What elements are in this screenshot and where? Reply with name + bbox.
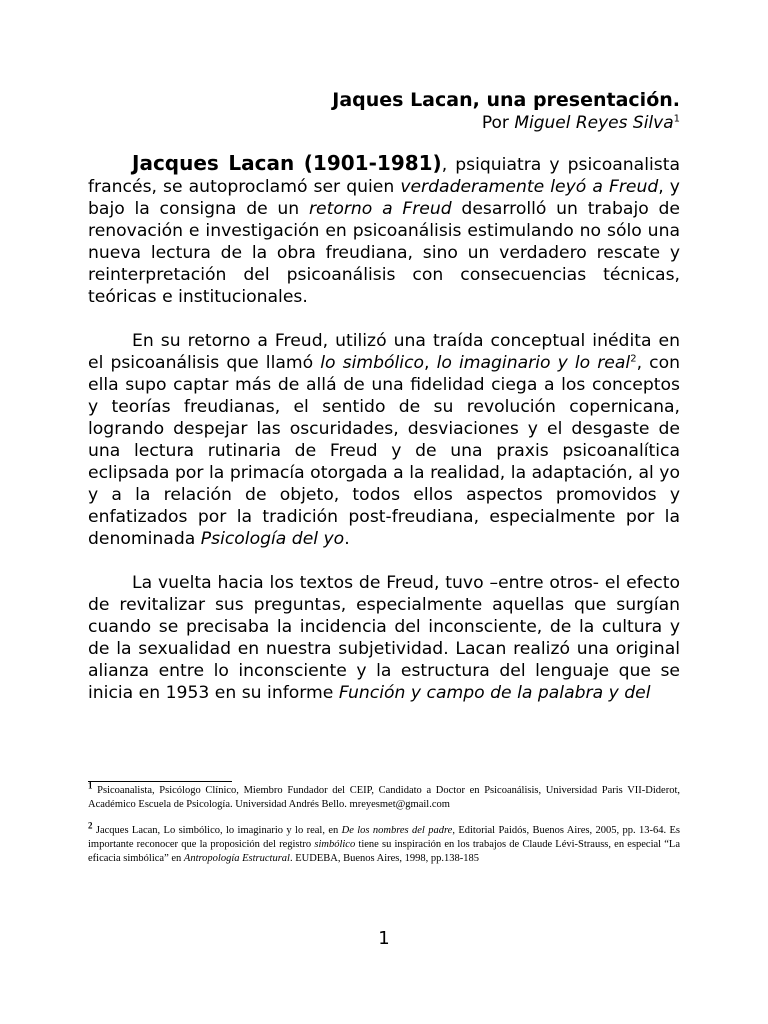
- footnote-2: [88, 820, 681, 866]
- p1-emphasis-2: retorno a Freud: [308, 199, 452, 219]
- p1-text-1: , psiquiatra y psicoanalista francés, se autoproclamó ser quien: [88, 155, 680, 197]
- footnote-2-text-3: tiene su inspiración en los trabajos de Claude Lévi-Strauss, en especial “La eficacia simbólica” en: [88, 839, 681, 864]
- footnote-2-text-4: . EUDEBA, Buenos Aires, 1998, pp.138-185: [289, 853, 479, 864]
- p2-text-2: ,: [424, 353, 437, 373]
- p2-text-3: , con ella supo captar más de allá de una fidelidad ciega a los conceptos y teorías freudianas, el sentido de su revolución copernicana, logrando despejar las oscuridades, desviaciones y el desgaste de una lectura rutinaria de Freud y de una praxis psicoanalítica eclipsada por la primacía otorgada a la realidad, la adaptación, al yo y a la relación de objeto, todos ellos aspectos promovidos y enfatizados por la tradición post-freudiana, especialmente por la denominada: [88, 353, 680, 549]
- p1-text-3: desarrolló un trabajo de renovación e investigación en psicoanálisis estimulando no sólo una nueva lectura de la obra freudiana, sino un verdadero rescate y reinterpretación del psicoanálisis con consecuencias técnicas, teóricas e institucionales.: [88, 199, 680, 307]
- document-page: [88, 88, 680, 704]
- footnote-ref-2[interactable]: 2: [630, 353, 637, 365]
- byline-prefix: Por: [481, 113, 515, 133]
- p2-emphasis-3: Psicología del yo: [200, 529, 345, 549]
- p2-text-4: .: [344, 529, 350, 549]
- p1-text-2: , y bajo la consigna de un: [88, 177, 680, 219]
- footnote-2-number: 2: [88, 820, 93, 831]
- byline: [88, 112, 680, 134]
- author-name: Miguel Reyes Silva: [514, 113, 674, 133]
- paragraph-1: [88, 152, 680, 308]
- footnote-2-emphasis-3: Antropología Estructural: [183, 853, 290, 864]
- p2-text-1: En su retorno a Freud, utilizó una traída conceptual inédita en el psicoanálisis que llamó: [88, 331, 680, 373]
- footnote-2-emphasis-2: simbólico: [314, 839, 356, 850]
- paragraph-gap: [88, 550, 680, 572]
- p1-emphasis-1: verdaderamente leyó a Freud: [400, 177, 659, 197]
- page-number: 1: [378, 928, 390, 949]
- footnote-1-text: Psicoanalista, Psicólogo Clínico, Miembro Fundador del CEIP, Candidato a Doctor en Psicoanálisis, Universidad Paris VII-Diderot, Académico Escuela de Psicología. Universidad Andrés Bello. mreyesmet@gmail.com: [88, 785, 680, 810]
- p2-emphasis-1: lo simbólico: [320, 353, 425, 373]
- p3-emphasis-1: Función y campo de la palabra y del: [338, 683, 651, 703]
- document-title: Jaques Lacan, una presentación.: [332, 89, 680, 111]
- p3-text-1: La vuelta hacia los textos de Freud, tuvo –entre otros- el efecto de revitalizar sus preguntas, especialmente aquellas que surgían cuando se precisaba la incidencia del inconsciente, de la cultura y de la sexualidad en nuestra subjetividad. Lacan realizó una original alianza entre lo inconsciente y la estructura del lenguaje que se inicia en 1953 en su informe: [88, 573, 680, 703]
- footnote-1-number: 1: [88, 780, 93, 791]
- author-footnote-ref[interactable]: 1: [673, 113, 680, 125]
- subject-name: Jacques Lacan (1901-1981): [132, 151, 442, 175]
- footnote-separator: [88, 781, 232, 782]
- p2-emphasis-2: lo imaginario y lo real: [436, 353, 631, 373]
- footnotes: [88, 780, 681, 878]
- footnote-2-text-2: , Editorial Paidós, Buenos Aires, 2005, pp. 13-64. Es importante reconocer que la proposición del registro: [88, 825, 680, 850]
- paragraph-2: [88, 330, 680, 550]
- footnote-2-text-1: Jacques Lacan, Lo simbólico, lo imaginario y lo real, en: [92, 825, 342, 836]
- paragraph-3: [88, 572, 680, 704]
- footnote-1: [88, 780, 680, 812]
- footnote-2-emphasis-1: De los nombres del padre: [341, 825, 453, 836]
- paragraph-gap: [88, 308, 680, 330]
